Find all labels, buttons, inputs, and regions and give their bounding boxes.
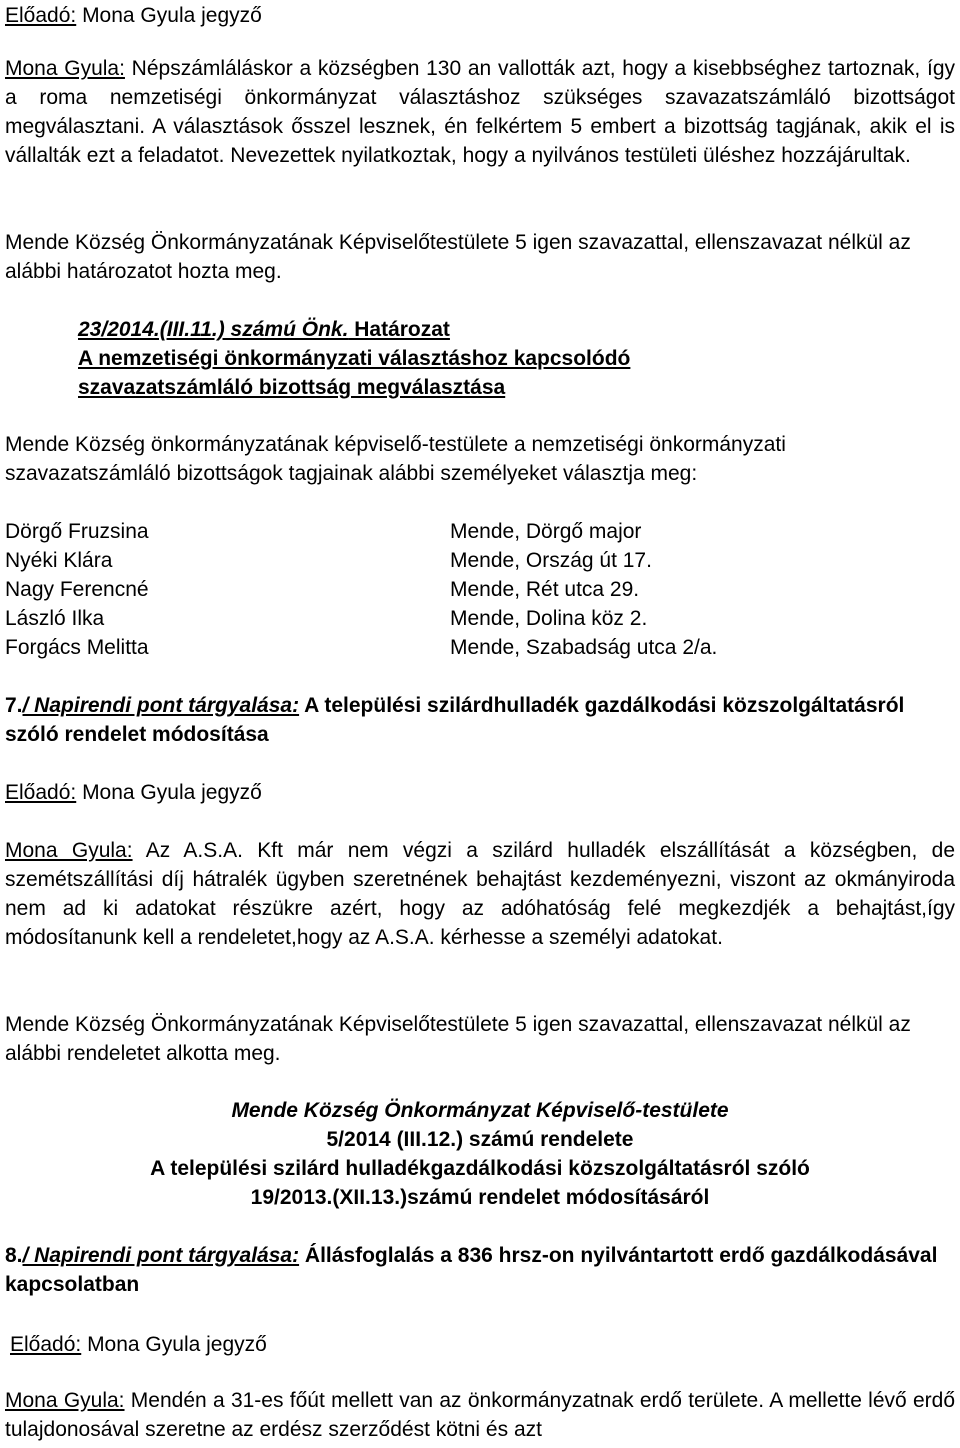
agenda-text: Állásfoglalás a 836 hrsz-on nyilvántartott erdő gazdálkodásával kapcsolatban xyxy=(5,1244,938,1296)
resolution-title-1: A nemzetiségi önkormányzati választáshoz kapcsolódó xyxy=(78,347,631,370)
member-row xyxy=(5,633,955,662)
member-row xyxy=(5,517,955,546)
agenda-number: 7. xyxy=(5,694,23,717)
decree-heading xyxy=(5,1096,955,1212)
decree-body: Mende Község Önkormányzat Képviselő-testülete xyxy=(231,1099,729,1122)
presenter-line-1 xyxy=(5,1,955,30)
speech-forest xyxy=(5,1386,955,1444)
presenter-line-2 xyxy=(5,778,955,807)
presenter-name: Mona Gyula jegyző xyxy=(76,781,262,804)
member-name: Forgács Melitta xyxy=(5,636,149,659)
speech-text: Mendén a 31-es főút mellett van az önkormányzatnak erdő területe. A mellette lévő erdő tulajdonosával szeretne az erdész szerződést kötni és azt xyxy=(5,1389,955,1441)
speaker-label: Mona Gyula: xyxy=(5,57,125,80)
member-address: Mende, Rét utca 29. xyxy=(450,578,640,601)
member-row xyxy=(5,546,955,575)
presenter-label: Előadó: xyxy=(10,1333,82,1356)
member-name: Dörgő Fruzsina xyxy=(5,520,149,543)
vote-statement-1: Mende Község Önkormányzatának Képviselőtestülete 5 igen szavazattal, ellenszavazat nélkül az alábbi határozatot hozta meg. xyxy=(5,231,911,283)
presenter-line-3 xyxy=(10,1330,960,1359)
member-address: Mende, Szabadság utca 2/a. xyxy=(450,636,718,659)
member-name: Nagy Ferencné xyxy=(5,578,149,601)
member-address: Mende, Ország út 17. xyxy=(450,549,652,572)
agenda-label: / Napirendi pont tárgyalása: xyxy=(22,694,300,717)
presenter-label: Előadó: xyxy=(5,4,77,27)
presenter-name: Mona Gyula jegyző xyxy=(81,1333,267,1356)
member-name: Nyéki Klára xyxy=(5,549,113,572)
members-list xyxy=(5,517,955,662)
agenda-item-7 xyxy=(5,691,955,749)
agenda-label: / Napirendi pont tárgyalása: xyxy=(22,1244,300,1267)
resolution-number-line xyxy=(78,315,948,344)
election-statement: Mende Község önkormányzatának képviselő-testülete a nemzetiségi önkormányzati szavazatszámláló bizottságok tagjainak alábbi személyeket választja meg: xyxy=(5,433,786,485)
resolution-word: Határozat xyxy=(348,318,450,341)
agenda-item-8 xyxy=(5,1241,955,1299)
speech-census xyxy=(5,54,955,170)
agenda-number: 8. xyxy=(5,1244,23,1267)
decree-amended: 19/2013.(XII.13.)számú rendelet módosításáról xyxy=(250,1186,710,1209)
presenter-label: Előadó: xyxy=(5,781,77,804)
resolution-title-2: szavazatszámláló bizottság megválasztása xyxy=(78,376,506,399)
resolution-heading xyxy=(78,315,948,402)
member-address: Mende, Dörgő major xyxy=(450,520,642,543)
presenter-name: Mona Gyula jegyző xyxy=(76,4,262,27)
vote-statement-2: Mende Község Önkormányzatának Képviselőtestülete 5 igen szavazattal, ellenszavazat nélkül az alábbi rendeletet alkotta meg. xyxy=(5,1013,911,1065)
decree-subject: A települési szilárd hulladékgazdálkodási közszolgáltatásról szóló xyxy=(150,1157,810,1180)
member-row xyxy=(5,575,955,604)
agenda-text: A települési szilárdhulladék gazdálkodási közszolgáltatásról szóló rendelet módosítása xyxy=(5,694,905,746)
speech-asa xyxy=(5,836,955,952)
member-address: Mende, Dolina köz 2. xyxy=(450,607,648,630)
speech-text: Az A.S.A. Kft már nem végzi a szilárd hulladék elszállítását a községben, de szemétszállítási díj hátralék ügyben szeretnének behajtást kezdeményezni, viszont az okmányiroda nem ad ki adatokat részükre azért, hogy az adóhatóság felé megkezdjék a behajtást,így módosítanunk kell a rendeletet,hogy az A.S.A. kérhesse a személyi adatokat. xyxy=(5,839,956,949)
resolution-number: 23/2014.(III.11.) számú Önk. xyxy=(78,318,349,341)
speaker-label: Mona Gyula: xyxy=(5,1389,125,1412)
decree-number: 5/2014 (III.12.) számú rendelete xyxy=(326,1128,634,1151)
speaker-label: Mona Gyula: xyxy=(5,839,133,862)
speech-text: Népszámláláskor a községben 130 an vallották azt, hogy a kisebbséghez tartoznak, így a roma nemzetiségi önkormányzat választáshoz szükséges szavazatszámláló bizottságot megválasztani. A választások ősszel lesznek, én felkértem 5 embert a bizottság tagjának, akik el is vállalták ezt a feladatot. Nevezettek nyilatkoztak, hogy a nyilvános testületi üléshez hozzájárultak. xyxy=(5,57,955,167)
member-name: László Ilka xyxy=(5,607,105,630)
member-row xyxy=(5,604,955,633)
